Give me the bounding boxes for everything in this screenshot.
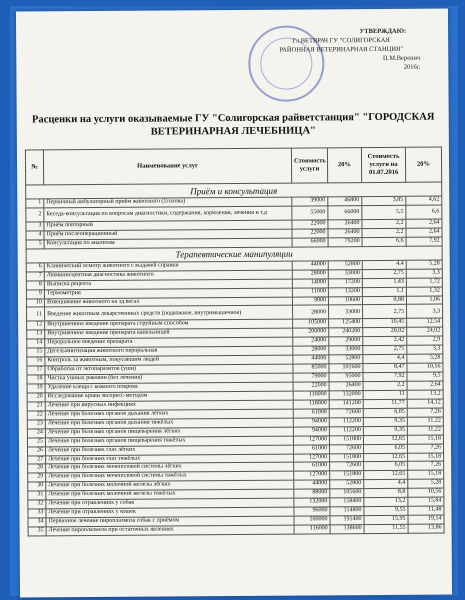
service-name: Дегельминтизация животного пероральная [45,346,293,357]
row-number: 2 [26,208,44,222]
service-name: Лечение при отравлениях у кошек [46,507,294,518]
row-number: 4 [26,231,44,240]
cost: 127000 [294,453,330,462]
cost-new: 8,47 [363,363,407,372]
row-number: 6 [26,263,44,272]
cost-new: 2,75 [363,346,407,355]
cost-new-20pct: 19,14 [408,515,444,524]
cost-new: 7,92 [363,372,407,381]
cost-20pct: 240200 [329,328,363,337]
cost-new: 2,2 [363,381,407,390]
row-number: 15 [27,348,45,357]
section-title: Терапевтические манипуляции [26,246,442,263]
header-pct-1: 20% [327,148,361,183]
service-name: Обработка от эктопаразитов (уши) [45,364,293,375]
cost-20pct: 72600 [330,462,364,471]
cost: 61000 [293,409,329,418]
cost-new: 13,2 [364,497,408,506]
cost-new-20pct: 11,22 [407,426,443,435]
cost-new: 9,35 [363,417,407,426]
row-number: 7 [26,272,44,281]
cost: 11000 [292,287,328,296]
cost: 44000 [294,480,330,489]
row-number: 35 [28,527,46,536]
cost-new: 20,02 [363,328,407,337]
approval-block [256,27,426,73]
cost-20pct: 132000 [329,391,363,400]
cost-new: 4,4 [364,480,408,489]
cost-new: 1,1 [362,287,406,296]
cost-new-20pct: 6,6 [406,205,442,219]
cost-20pct: 10600 [328,296,362,305]
service-name: Лечение при болезнях органов дыхания тяжёлых [45,418,293,429]
cost-20pct: 72600 [329,444,363,453]
cost: 22000 [292,229,328,238]
header-cost: Стоимость услуги [291,148,327,183]
approval-heading: УТВЕРЖДАЮ: [359,27,407,36]
cost-new-20pct: 13,2 [407,390,443,399]
service-name: Удаление клеща с кожного покрова [45,382,293,393]
cost-new-20pct: 2,64 [407,381,443,390]
service-name: Лечение при болезнях органов пищеварения лёгких [45,427,293,438]
row-number: 10 [26,298,44,307]
cost-new: 6,05 [363,444,407,453]
cost: 28000 [293,346,329,355]
service-name: Лечение при болезнях мочеполовой системы лёгких [46,463,294,474]
cost-20pct: 52800 [328,260,362,269]
row-number: 26 [27,446,45,455]
cost: 79000 [293,373,329,382]
cost: 116000 [294,525,330,534]
cost-new: 2,2 [362,219,406,228]
cost-new-20pct: 2,9 [407,336,443,345]
service-name: Консультация по анализам [44,238,292,249]
approval-line-1: Гл.ВЕТВРАЧ ГУ "СОЛИГОРСКАЯ [292,36,390,45]
cost-new: 2,2 [362,228,406,237]
row-number: 8 [26,280,44,289]
cost-new: 11,55 [364,524,408,533]
row-number: 30 [28,482,46,491]
cost: 39000 [292,197,328,206]
cost: 118000 [293,400,329,409]
service-name: Приём послеоперационный [44,229,292,240]
service-name: Пероральное введение препарата [45,337,293,348]
cost-20pct: 33000 [328,269,362,278]
cost-new-20pct: 10,16 [407,363,443,372]
cost-new-20pct: 2,64 [406,228,442,237]
cost-20pct: 125400 [329,319,363,328]
cost: 85000 [293,364,329,373]
row-number: 34 [28,518,46,527]
cost-new: 4,4 [363,354,407,363]
row-number: 28 [28,464,46,473]
row-number: 17 [27,366,45,375]
cost-20pct: 112200 [329,426,363,435]
service-name: Выписка рецепта [44,279,292,290]
service-name: Первичное лечение пироплазмоза собак с приёмом [46,516,294,527]
cost-new-20pct: 5,28 [407,354,443,363]
cost-new: 8,8 [364,489,408,498]
cost: 160000 [294,516,330,525]
cost-new-20pct: 5,28 [406,260,442,269]
row-number: 5 [26,240,44,249]
cost: 96000 [294,507,330,516]
cost-20pct: 52800 [330,480,364,489]
row-number: 27 [28,455,46,464]
cost-new-20pct: 9,5 [407,372,443,381]
service-name: Чистка ушных раковин (без лечения) [45,373,293,384]
service-name: Контроль за животным, покусавшим людей [45,355,293,366]
cost: 127000 [294,471,330,480]
row-number: 32 [28,500,46,509]
row-number: 16 [27,357,45,366]
service-name: Лечение при отравлениях у собак [46,498,294,509]
cost-new-20pct: 13,86 [408,524,444,533]
row-number: 20 [27,393,45,402]
cost: 55000 [292,206,328,220]
cost-20pct: 158400 [330,498,364,507]
cost: 127000 [293,435,329,444]
cost: 22000 [293,382,329,391]
cost-20pct: 26400 [328,228,362,237]
header-name: Наименование услуг [43,148,291,185]
service-name: Клинический осмотр животного с выдачей справки [44,261,292,272]
service-name: Лечение при болезнях мочеполовой системы тяжёлых [46,471,294,482]
cost: 28000 [293,305,329,319]
cost-20pct: 52800 [329,355,363,364]
row-number: 9 [26,289,44,298]
cost: 61000 [294,462,330,471]
cost-new: 5,5 [362,205,406,219]
cost: 88000 [294,489,330,498]
service-name: Внутривенное введение препарата струйным способом [45,320,293,331]
row-number: 23 [27,420,45,429]
row-number: 12 [27,321,45,330]
cost-20pct: 26400 [328,220,362,229]
row-number: 29 [28,473,46,482]
row-number: 3 [26,222,44,231]
cost-new-20pct: 3,3 [406,269,442,278]
cost-new: 10,45 [363,319,407,328]
cost-20pct: 101600 [329,364,363,373]
service-name: Лечение при болезнях глаз тяжёлых [46,454,294,465]
cost: 200000 [293,328,329,337]
table-body [26,182,444,536]
cost-new: 11,77 [363,399,407,408]
header-pct-2: 20% [405,147,441,182]
service-name: Лечение при болезнях молочной железы тяжёлых [46,489,294,500]
row-number: 24 [27,429,45,438]
cost: 132000 [294,498,330,507]
cost-new: 12,65 [363,435,407,444]
cost-20pct: 13200 [328,287,362,296]
cost-new-20pct: 10,56 [408,488,444,497]
cost-new: 2,42 [363,337,407,346]
cost-new: 6,05 [364,462,408,471]
cost-20pct: 141200 [329,399,363,408]
cost-20pct: 95000 [329,373,363,382]
cost-20pct: 191400 [330,516,364,525]
cost: 110000 [293,391,329,400]
row-number: 31 [28,491,46,500]
approval-date: 2016г. [403,63,421,71]
row-number: 25 [27,437,45,446]
section-title: Приём и консультация [26,182,442,199]
cost-new: 6,6 [362,237,406,246]
cost-new-20pct: 24,02 [407,327,443,336]
cost: 44000 [292,261,328,270]
cost-20pct: 66000 [328,206,362,220]
cost-new-20pct: 1,72 [406,278,442,287]
service-name: Введение животным лекарственных средств (подкожное, внутримышечное) [45,306,293,322]
cost-20pct: 72600 [329,408,363,417]
service-name: Внутривенное введение препарата капельницей [45,328,293,339]
header-num: № [25,150,43,185]
cost-new: 9,35 [363,426,407,435]
row-number: 33 [28,509,46,518]
cost-new-20pct: 15,84 [408,497,444,506]
cost-new: 4,4 [362,260,406,269]
approval-line-2: РАЙОННАЯ ВЕТЕРИНАРНАЯ СТАНЦИЯ" [279,45,404,54]
service-name: Приём повторный [44,220,292,231]
cost-20pct: 26400 [329,382,363,391]
service-name: Лечение при болезнях органов дыхания лёгких [45,409,293,420]
service-name: Лечение при вирусных инфекциях [45,400,293,411]
cost-new-20pct: 12,54 [407,318,443,327]
cost-20pct: 138600 [330,525,364,534]
cost-new: 0,88 [362,296,406,305]
service-name: Люминисцентная диагностика животного [44,270,292,281]
cost-new-20pct: 3,3 [407,304,443,318]
cost-new: 11 [363,390,407,399]
cost-20pct: 151800 [330,471,364,480]
cost-new-20pct: 11,22 [407,417,443,426]
service-name: Лечение при болезнях молочной железы лёгких [46,480,294,491]
cost-new: 12,65 [364,453,408,462]
cost: 105000 [293,319,329,328]
service-name: Беседа-консультация по вопросам диагностики, содержания, кормления, лечения и т.д [44,206,292,222]
row-number: 13 [27,330,45,339]
cost: 22000 [292,220,328,229]
cost: 14000 [292,278,328,287]
cost-20pct: 151800 [330,453,364,462]
cost-new-20pct: 1,06 [406,296,442,305]
cost-new-20pct: 15,18 [407,435,443,444]
cost-new-20pct: 2,64 [406,219,442,228]
cost-new-20pct: 3,3 [407,345,443,354]
cost: 94000 [293,427,329,436]
cost-20pct: 33000 [329,346,363,355]
cost: 66000 [292,238,328,247]
row-number: 11 [27,307,45,321]
cost-new-20pct: 1,32 [406,287,442,296]
cost-new: 12,65 [364,471,408,480]
cost-new-20pct: 15,18 [408,470,444,479]
cost-new-20pct: 7,26 [407,444,443,453]
cost: 28000 [292,270,328,279]
service-name: Лечение при болезнях глаз лёгких [45,445,293,456]
service-name: Термометрия [44,288,292,299]
cost-new: 2,75 [363,305,407,319]
cost-new: 6,05 [363,408,407,417]
cost-20pct: 112200 [329,417,363,426]
cost-20pct: 46800 [328,197,362,206]
row-number: 14 [27,339,45,348]
cost-20pct: 105600 [330,489,364,498]
cost-new: 15,95 [364,515,408,524]
cost-new-20pct: 15,18 [408,453,444,462]
cost: 44000 [293,355,329,364]
header-cost-new: Стоимость услуги на 01.07.2016 [361,147,405,182]
cost-new-20pct: 7,26 [407,408,443,417]
cost: 24000 [293,337,329,346]
cost-20pct: 151800 [329,435,363,444]
row-number: 1 [26,199,44,208]
cost-new-20pct: 5,28 [408,479,444,488]
service-name: Взвешивание животного на зд.весах [44,297,292,308]
price-table [25,147,445,537]
cost-new-20pct: 14,12 [407,399,443,408]
row-number: 22 [27,411,45,420]
cost-new-20pct: 7,92 [406,237,442,246]
cost-new-20pct: 4,62 [406,196,442,205]
table-header-row [25,147,441,185]
cost-20pct: 79200 [328,237,362,246]
cost-20pct: 29000 [329,337,363,346]
cost-20pct: 114800 [330,507,364,516]
cost-new: 1,43 [362,278,406,287]
row-number: 21 [27,402,45,411]
row-number: 18 [27,375,45,384]
cost: 61000 [293,444,329,453]
cost-20pct: 17200 [328,278,362,287]
document-title: Расценки на услуги оказываемые ГУ "Солигорская райветстанция" "ГОРОДСКАЯ ВЕТЕРИНАРНАЯ ЛЕЧЕБНИЦА" [32,111,435,138]
service-name: Лечение пироплазмоза при остаточных явлениях [46,525,294,536]
approval-signature: П.М.Веренич [382,54,421,62]
cost-new: 3,85 [362,196,406,205]
row-number: 19 [27,384,45,393]
cost-new-20pct: 7,26 [408,461,444,470]
price-list-sheet [16,8,452,597]
service-name: Лечение при болезнях органов пищеварения тяжёлых [45,436,293,447]
service-name: Исследование крови экспресс-методом [45,391,293,402]
cost-new: 2,75 [362,269,406,278]
cost-20pct: 33000 [329,305,363,319]
cost: 94000 [293,418,329,427]
cost: 9000 [292,296,328,305]
cost-new: 9,55 [364,506,408,515]
cost-new-20pct: 11,48 [408,506,444,515]
service-name: Первичный амбулаторный приём животного (1голова) [44,197,292,208]
